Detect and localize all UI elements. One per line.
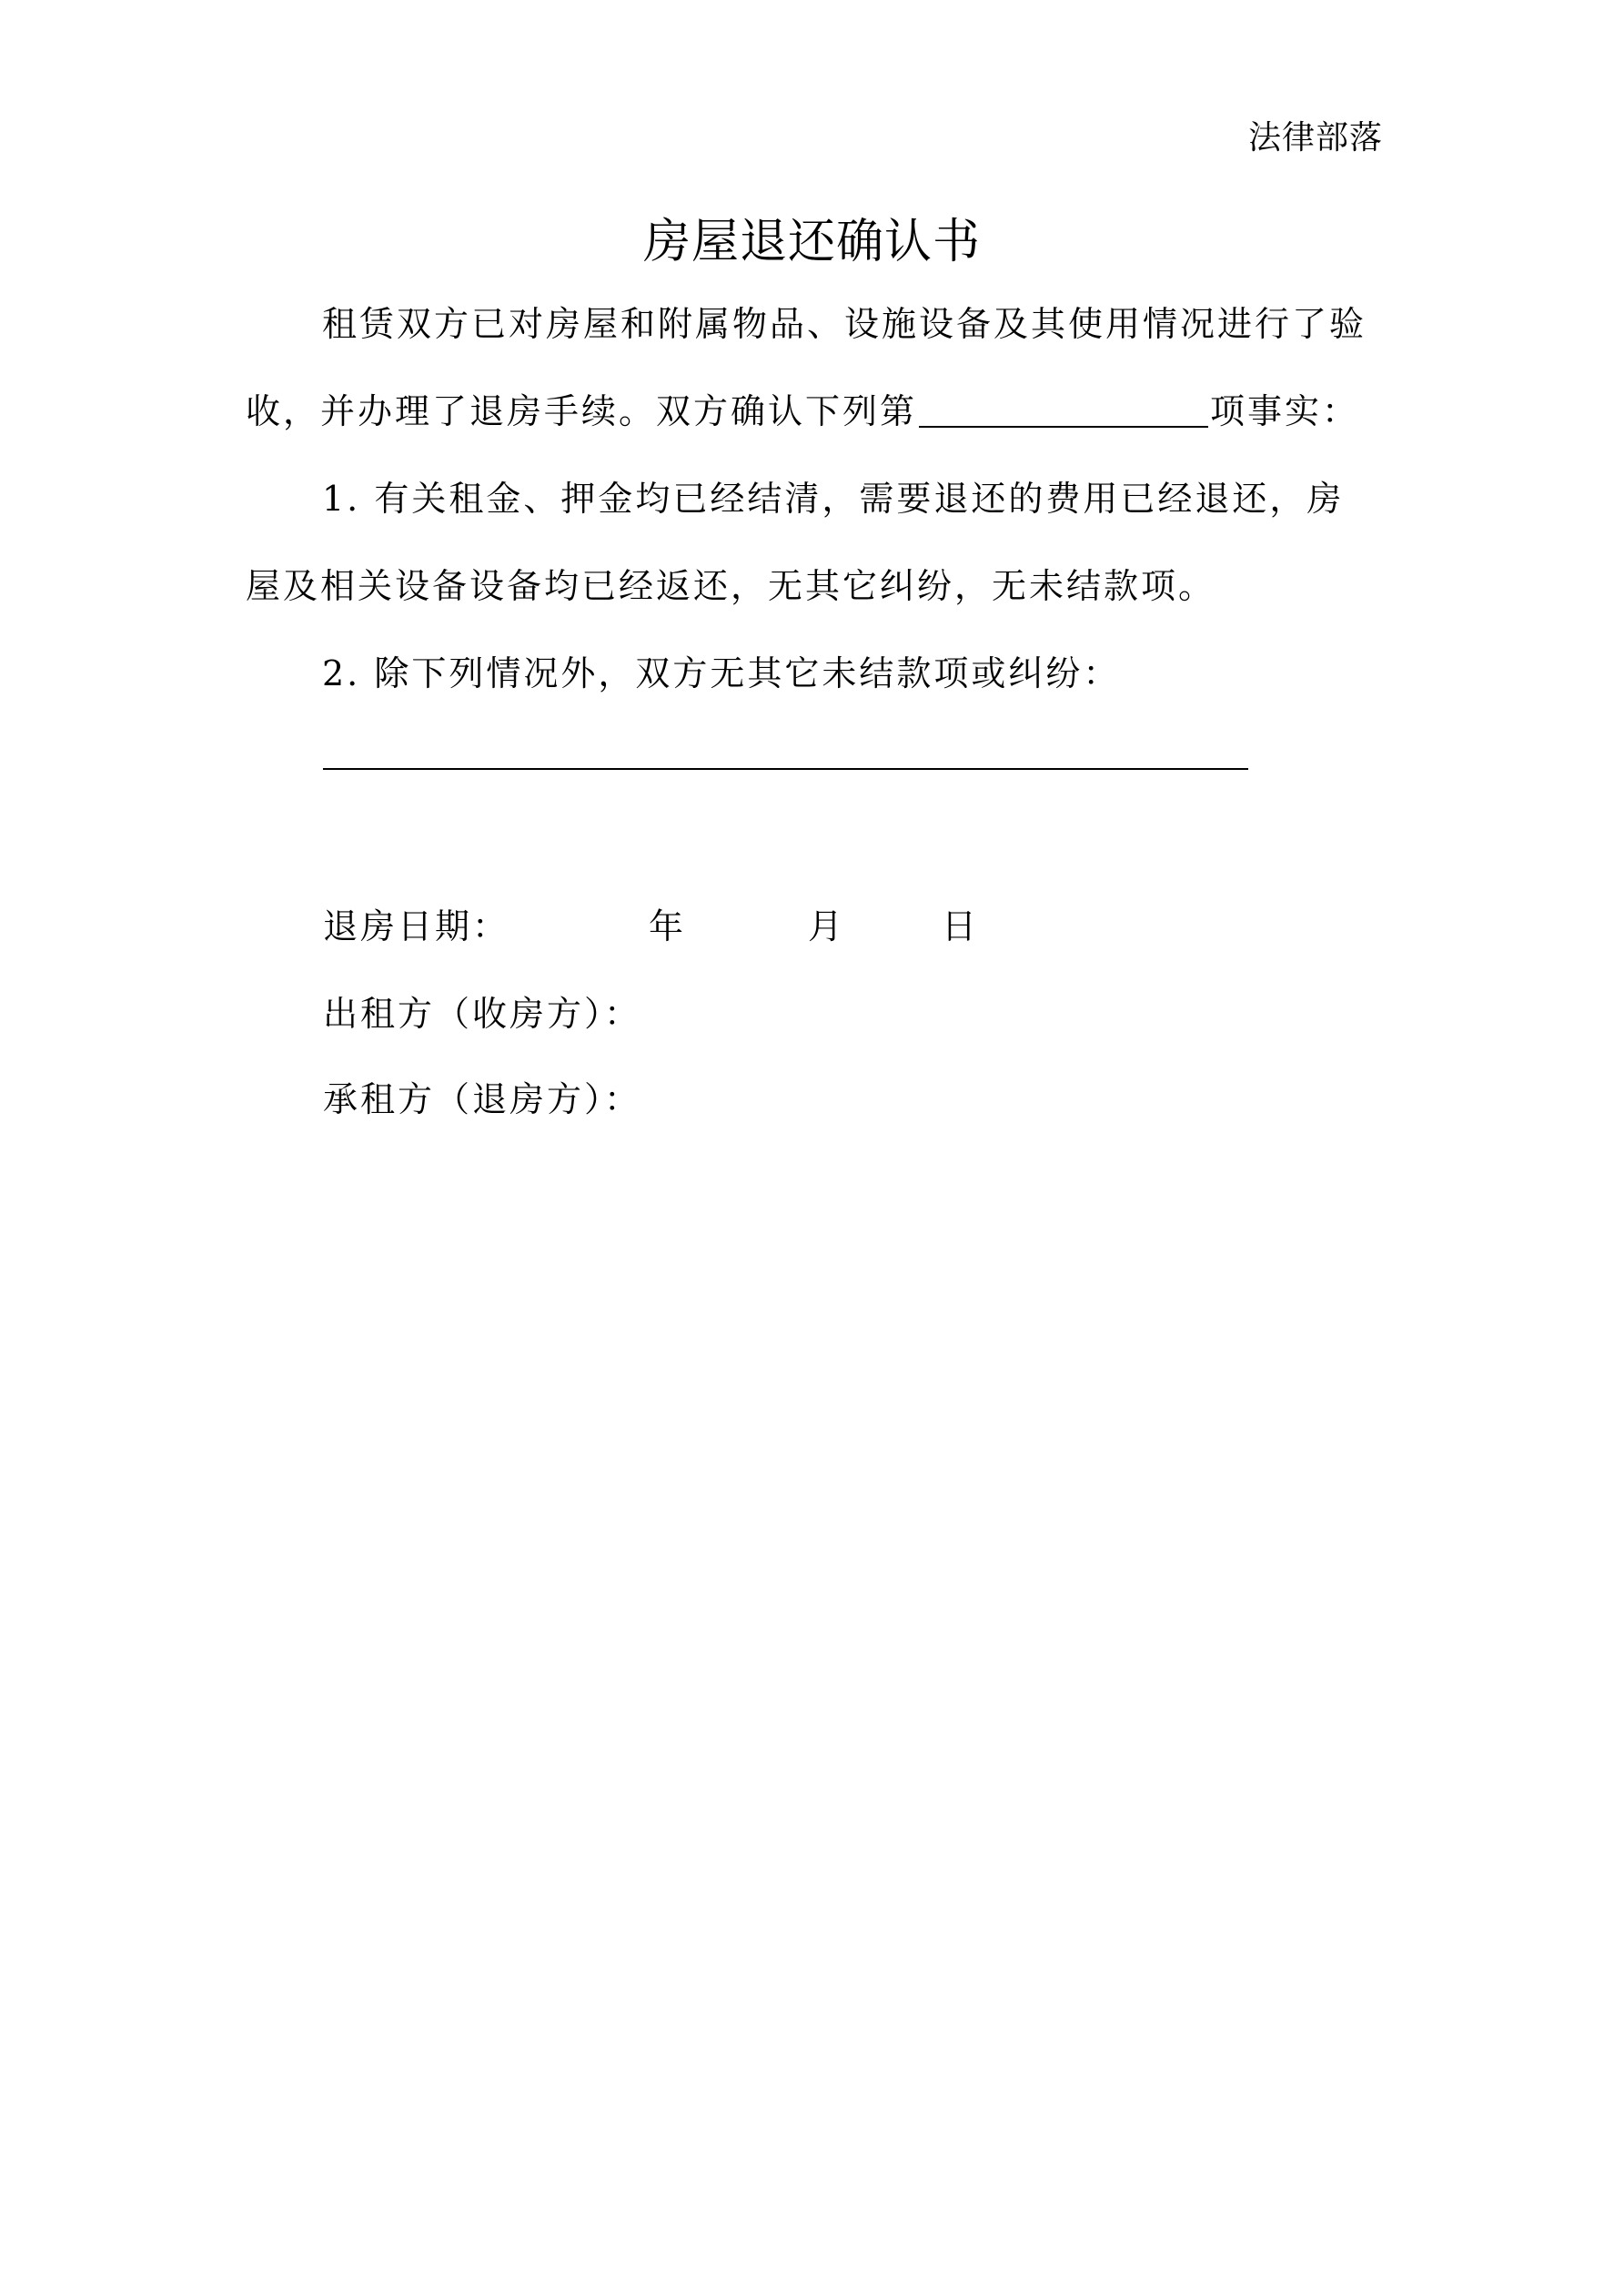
document-title: 房屋退还确认书 — [642, 215, 981, 269]
item1-line1 — [246, 455, 1383, 542]
checkout-date-label: 退房日期： — [323, 906, 510, 946]
lessee-signature-row — [323, 1072, 641, 1127]
intro-paragraph-line1 — [246, 280, 1383, 368]
item-number-blank[interactable] — [919, 391, 1208, 428]
item2-text: 2. 除下列情况外，双方无其它未结款项或纠纷： — [322, 653, 1121, 693]
item1-text-line2: 屋及相关设备设备均已经返还，无其它纠纷，无未结款项。 — [246, 566, 1216, 606]
source-label: 法律部落 — [1247, 119, 1383, 157]
month-label: 月 — [808, 906, 846, 946]
item2-line — [246, 630, 1383, 717]
lessee-label: 承租方（退房方）： — [323, 1079, 642, 1119]
lessor-label: 出租方（收房方）： — [323, 994, 642, 1034]
exceptions-blank-line[interactable] — [323, 768, 1248, 770]
intro-paragraph-line2 — [246, 368, 1383, 455]
lessor-signature-row — [323, 986, 641, 1041]
year-label: 年 — [649, 906, 687, 946]
intro-text-line2-before: 收，并办理了退房手续。双方确认下列第 — [246, 391, 918, 431]
intro-text-line2-after: 项事实： — [1210, 391, 1360, 431]
item1-text-line1: 1. 有关租金、押金均已经结清，需要退还的费用已经退还，房 — [322, 479, 1345, 519]
day-label: 日 — [942, 906, 980, 946]
checkout-date-row — [323, 899, 1051, 954]
intro-text-line1: 租赁双方已对房屋和附属物品、设施设备及其使用情况进行了验 — [322, 304, 1367, 344]
item1-line2 — [246, 542, 1383, 630]
